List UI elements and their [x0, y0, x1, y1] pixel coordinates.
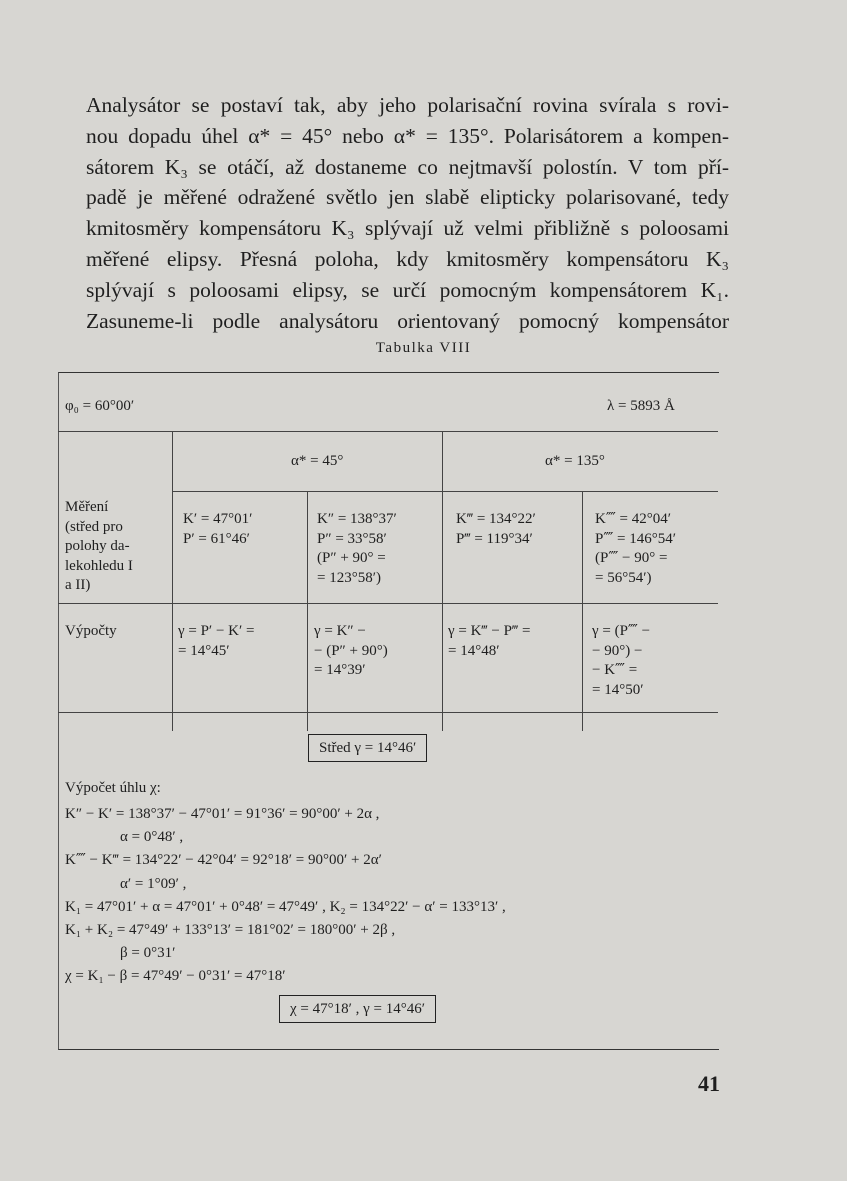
calc-line: α = 0°48′ , — [120, 829, 184, 846]
paragraph-line: sátorem K₃ se otáčí, až dostaneme co nejtmavší polostín. V tom pří- — [86, 154, 729, 179]
table-rule — [58, 712, 718, 713]
paragraph-line: padě je měřené odražené světlo jen slabě elipticky polarisované, tedy — [86, 185, 729, 210]
mereni-cell: K‴ = 134°22′ P‴ = 119°34′ — [456, 511, 536, 547]
calc-line: β = 0°31′ — [120, 945, 176, 962]
calc-line: K₁ = 47°01′ + α = 47°01′ + 0°48′ = 47°49′ , K₂ = 134°22′ − α′ = 133°13′ , — [65, 898, 506, 915]
alpha135-header: α* = 135° — [545, 453, 605, 469]
calc-line: K″ − K′ = 138°37′ − 47°01′ = 91°36′ = 90°00′ + 2α , — [65, 806, 380, 822]
vypocty-label: Výpočty — [65, 623, 117, 639]
vypocty-cell: γ = P′ − K′ = = 14°45′ — [178, 623, 255, 659]
paragraph-line: měřené elipsy. Přesná poloha, kdy kmitosměry kompensátoru K₃ — [86, 246, 729, 271]
body-paragraph — [86, 90, 729, 336]
table-rule — [58, 431, 718, 432]
paragraph-line: Zasuneme-li podle analysátoru orientovaný pomocný kompensátor — [86, 308, 729, 333]
calc-line: α′ = 1°09′ , — [120, 875, 187, 892]
vypocty-cell: γ = K″ − − (P″ + 90°) = 14°39′ — [314, 623, 388, 678]
calc-line: K⁗ − K‴ = 134°22′ − 42°04′ = 92°18′ = 90°00′ + 2α′ — [65, 852, 382, 869]
table-title: Tabulka VIII — [375, 340, 472, 356]
calc-line: χ = K₁ − β = 47°49′ − 0°31′ = 47°18′ — [65, 968, 286, 985]
stred-box: Střed γ = 14°46′ — [308, 734, 427, 762]
alpha45-header: α* = 45° — [291, 453, 344, 469]
paragraph-line: Analysátor se postaví tak, aby jeho polarisační rovina svírala s rovi- — [86, 93, 729, 117]
table-rule — [582, 491, 583, 731]
mereni-cell: K″ = 138°37′ P″ = 33°58′ (P″ + 90° = = 123°58′) — [317, 511, 397, 586]
phi0-label: φ₀ = 60°00′ — [65, 398, 135, 414]
result-box: χ = 47°18′ , γ = 14°46′ — [279, 995, 436, 1023]
table-rule — [307, 491, 308, 731]
calc-line: K₁ + K₂ = 47°49′ + 133°13′ = 181°02′ = 180°00′ + 2β , — [65, 922, 396, 939]
mereni-label: Měření (střed pro polohy da- lekohledu I a II) — [65, 499, 133, 593]
vypocty-cell: γ = K‴ − P‴ = = 14°48′ — [448, 623, 531, 659]
lambda-label: λ = 5893 Å — [607, 398, 675, 414]
calculation-block — [65, 803, 506, 989]
table-rule — [172, 491, 718, 492]
vypocet-uhlu-label: Výpočet úhlu χ: — [65, 780, 161, 796]
page-number: 41 — [698, 1071, 720, 1096]
mereni-cell: K′ = 47°01′ P′ = 61°46′ — [183, 511, 253, 547]
table-rule — [172, 431, 173, 731]
vypocty-cell: γ = (P⁗ − − 90°) − − K⁗ = = 14°50′ — [592, 623, 651, 698]
paragraph-line: kmitosměry kompensátoru K₃ splývají už velmi přibližně s poloosami — [86, 216, 729, 241]
table-rule — [442, 431, 443, 731]
paragraph-line: splývají s poloosami elipsy, se určí pomocným kompensátorem K₁. — [86, 277, 729, 302]
paragraph-line: nou dopadu úhel α* = 45° nebo α* = 135°. Polarisátorem a kompen- — [86, 123, 729, 148]
mereni-cell: K⁗ = 42°04′ P⁗ = 146°54′ (P⁗ − 90° = = 56°54′) — [595, 511, 677, 586]
table-rule — [58, 603, 718, 604]
